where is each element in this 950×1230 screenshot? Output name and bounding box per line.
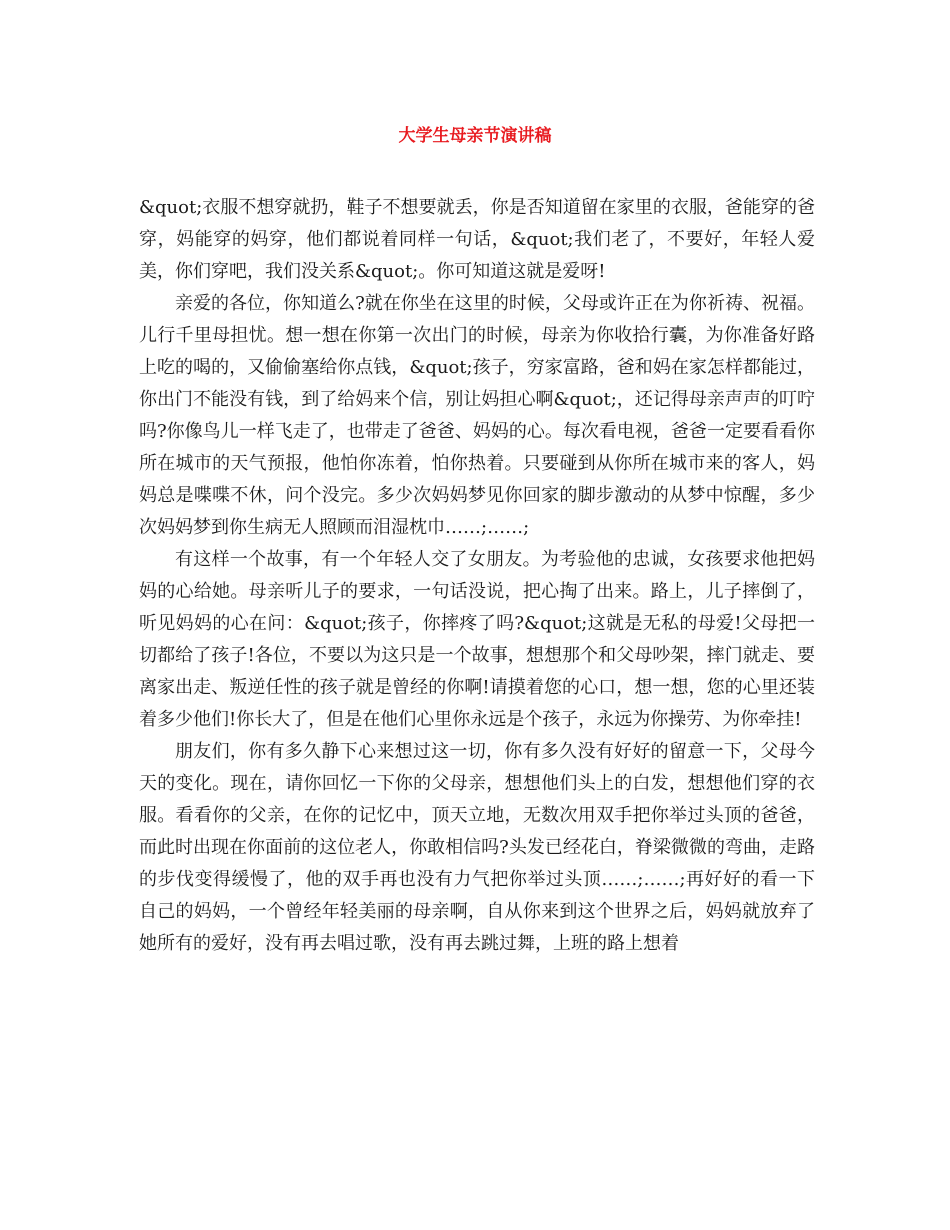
- paragraph-4: 朋友们，你有多久静下心来想过这一切，你有多久没有好好的留意一下，父母今天的变化。现在，请你回忆一下你的父母亲，想想他们头上的白发，想想他们穿的衣服。看看你的父亲，在你的记忆中，顶天立地，无数次用双手把你举过头顶的爸爸，而此时出现在你面前的这位老人，你敢相信吗?头发已经花白，脊梁微微的弯曲，走路的步伐变得缓慢了，他的双手再也没有力气把你举过头顶……;……;再好好的看一下自己的妈妈，一个曾经年轻美丽的母亲啊，自从你来到这个世界之后，妈妈就放弃了她所有的爱好，没有再去唱过歌，没有再去跳过舞，上班的路上想着: [139, 741, 815, 954]
- paragraph-2: 亲爱的各位，你知道么?就在你坐在这里的时候，父母或许正在为你祈祷、祝福。儿行千里母担忧。想一想在你第一次出门的时候，母亲为你收拾行囊，为你准备好路上吃的喝的，又偷偷塞给你点钱，&quot;孩子，穷家富路，爸和妈在家怎样都能过，你出门不能没有钱，到了给妈来个信，别让妈担心啊&quot;，还记得母亲声声的叮咛吗?你像鸟儿一样飞走了，也带走了爸爸、妈妈的心。每次看电视，爸爸一定要看看你所在城市的天气预报，他怕你冻着，怕你热着。只要碰到从你所在城市来的客人，妈妈总是喋喋不休，问个没完。多少次妈妈梦见你回家的脚步激动的从梦中惊醒，多少次妈妈梦到你生病无人照顾而泪湿枕巾……;……;: [139, 293, 815, 538]
- page-title: 大学生母亲节演讲稿: [398, 126, 552, 146]
- paragraph-1: &quot;衣服不想穿就扔，鞋子不想要就丢，你是否知道留在家里的衣服，爸能穿的爸穿，妈能穿的妈穿，他们都说着同样一句话，&quot;我们老了，不要好，年轻人爱美，你们穿吧，我们没关系&quot;。你可知道这就是爱呀!: [139, 197, 815, 282]
- paragraph-3: 有这样一个故事，有一个年轻人交了女朋友。为考验他的忠诚，女孩要求他把妈妈的心给她。母亲听儿子的要求，一句话没说，把心掏了出来。路上，儿子摔倒了，听见妈妈的心在问：&quot;孩子，你摔疼了吗?&quot;这就是无私的母爱!父母把一切都给了孩子!各位，不要以为这只是一个故事，想想那个和父母吵架，摔门就走、要离家出走、叛逆任性的孩子就是曾经的你啊!请摸着您的心口，想一想，您的心里还装着多少他们!你长大了，但是在他们心里你永远是个孩子，永远为你操劳、为你牵挂!: [139, 549, 815, 730]
- document-body: [139, 192, 815, 960]
